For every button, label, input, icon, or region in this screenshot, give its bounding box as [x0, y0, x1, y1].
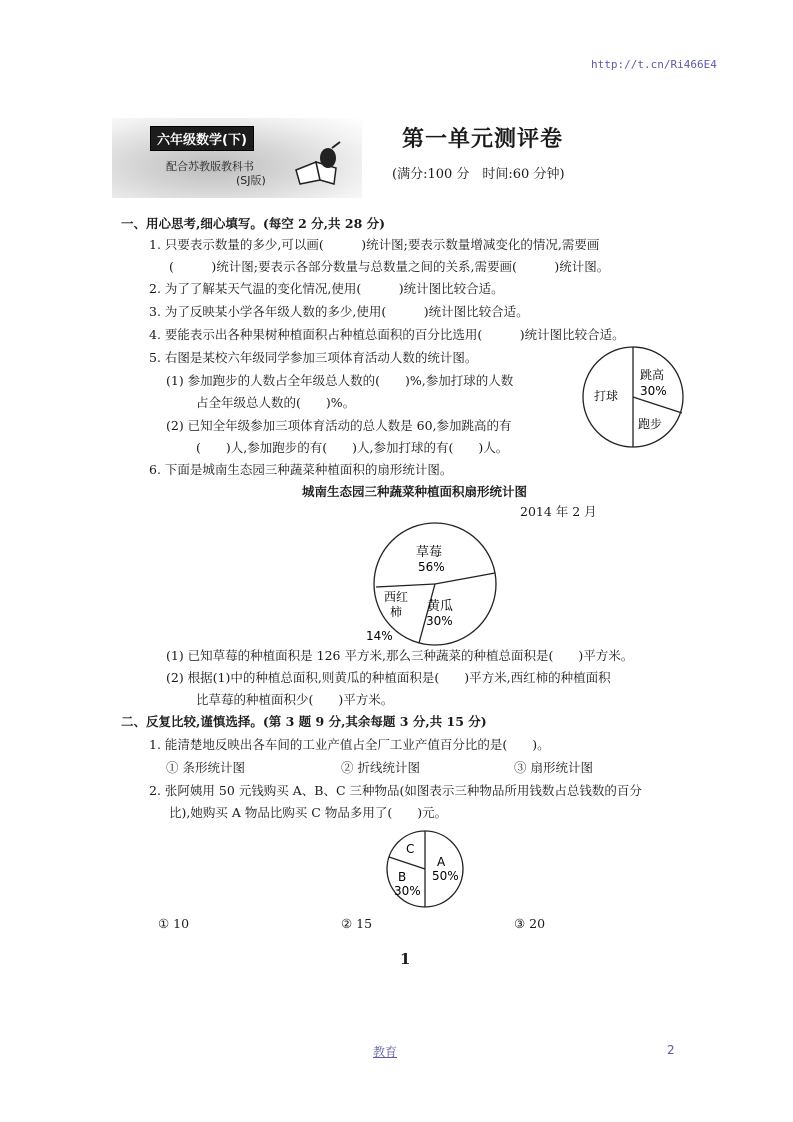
page-subtitle: (满分:100 分 时间:60 分钟): [392, 167, 565, 182]
printed-page-number: 1: [400, 950, 411, 968]
abc-pie-chart: [384, 828, 466, 910]
s2-q1-option-1: ① 条形统计图: [166, 760, 245, 775]
q5-1-line2: 占全年级总人数的( )%。: [196, 395, 356, 410]
vegetable-pie-chart: [360, 522, 510, 652]
footer-link[interactable]: 教育: [373, 1045, 398, 1059]
s2-q2-line1: 2. 张阿姨用 50 元钱购买 A、B、C 三种物品(如图表示三种物品所用钱数占总钱数的百分: [149, 783, 642, 798]
q6-1-text: (1) 已知草莓的种植面积是 126 平方米,那么三种蔬菜的种植总面积是( )平方米。: [166, 648, 634, 663]
s2-q2-option-3: ③ 20: [514, 916, 546, 931]
footer-page-index: 2: [667, 1043, 675, 1057]
slice-value-tiaogao: 30%: [640, 384, 667, 398]
q5-2-line1: (2) 已知全年级参加三项体育活动的总人数是 60,参加跳高的有: [166, 418, 512, 433]
slice-label-xihong-3: 柿: [390, 605, 403, 619]
q6-2-line2: 比草莓的种植面积少( )平方米。: [196, 692, 394, 707]
publisher-text: 配合苏教版教科书: [166, 160, 254, 173]
slice-label-c: C: [406, 842, 415, 856]
slice-value-huanggua: 30%: [426, 614, 453, 628]
slice-label-xihong-2: 红: [396, 590, 409, 604]
vegetable-chart-title: 城南生态园三种蔬菜种植面积扇形统计图: [302, 484, 528, 499]
q5-1-line1: (1) 参加跑步的人数占全年级总人数的( )%,参加打球的人数: [166, 373, 514, 388]
slice-label-paobu: 跑步: [638, 417, 663, 431]
slice-label-huanggua: 黄瓜: [427, 599, 454, 614]
sports-pie-chart: [578, 342, 688, 452]
q3-text: 3. 为了反映某小学各年级人数的多少,使用( )统计图比较合适。: [149, 304, 529, 319]
q1-line1: 1. 只要表示数量的多少,可以画( )统计图;要表示数量增减变化的情况,需要画: [149, 237, 600, 252]
s2-q2-option-2: ② 15: [341, 916, 373, 931]
slice-label-b: B: [398, 870, 407, 884]
s2-q2-option-1: ① 10: [158, 916, 190, 931]
q6-2-line1: (2) 根据(1)中的种植总面积,则黄瓜的种植面积是( )平方米,西红柿的种植面积: [166, 670, 611, 685]
q2-text: 2. 为了了解某天气温的变化情况,使用( )统计图比较合适。: [149, 281, 504, 296]
q5-text: 5. 右图是某校六年级同学参加三项体育活动人数的统计图。: [149, 350, 478, 365]
s2-q1-option-2: ② 折线统计图: [341, 760, 420, 775]
q1-line2: ( )统计图;要表示各部分数量与总数量之间的关系,需要画( )统计图。: [169, 259, 610, 274]
section2-heading: 二、反复比较,谨慎选择。(第 3 题 9 分,其余每题 3 分,共 15 分): [121, 714, 487, 729]
slice-value-b: 30%: [394, 884, 421, 898]
slice-label-xihong-1: 西: [384, 590, 397, 604]
source-url[interactable]: http://t.cn/Ri466E4: [591, 58, 717, 71]
section1-heading: 一、用心思考,细心填写。(每空 2 分,共 28 分): [121, 216, 386, 231]
page-title: 第一单元测评卷: [402, 126, 564, 152]
slice-label-tiaogao: 跳高: [640, 368, 665, 382]
book-icon: [292, 140, 348, 186]
s2-q1-text: 1. 能清楚地反映出各车间的工业产值占全厂工业产值百分比的是( )。: [149, 737, 550, 752]
slice-value-a: 50%: [432, 869, 459, 883]
vegetable-chart-date: 2014 年 2 月: [520, 504, 597, 519]
slice-label-daqiu: 打球: [594, 389, 619, 403]
slice-value-xihong: 14%: [366, 629, 393, 643]
slice-label-a: A: [437, 855, 446, 869]
q5-2-line2: ( )人,参加跑步的有( )人,参加打球的有( )人。: [196, 440, 509, 455]
q6-text: 6. 下面是城南生态园三种蔬菜种植面积的扇形统计图。: [149, 462, 453, 477]
slice-value-caomei: 56%: [418, 560, 445, 574]
s2-q2-line2: 比),她购买 A 物品比购买 C 物品多用了( )元。: [169, 805, 448, 820]
slice-label-caomei: 草莓: [416, 545, 443, 560]
s2-q1-option-3: ③ 扇形统计图: [514, 760, 593, 775]
edition-text: (SJ版): [236, 174, 266, 187]
grade-badge: 六年级数学(下): [150, 126, 254, 151]
q4-text: 4. 要能表示出各种果树种植面积占种植总面积的百分比选用( )统计图比较合适。: [149, 327, 625, 342]
